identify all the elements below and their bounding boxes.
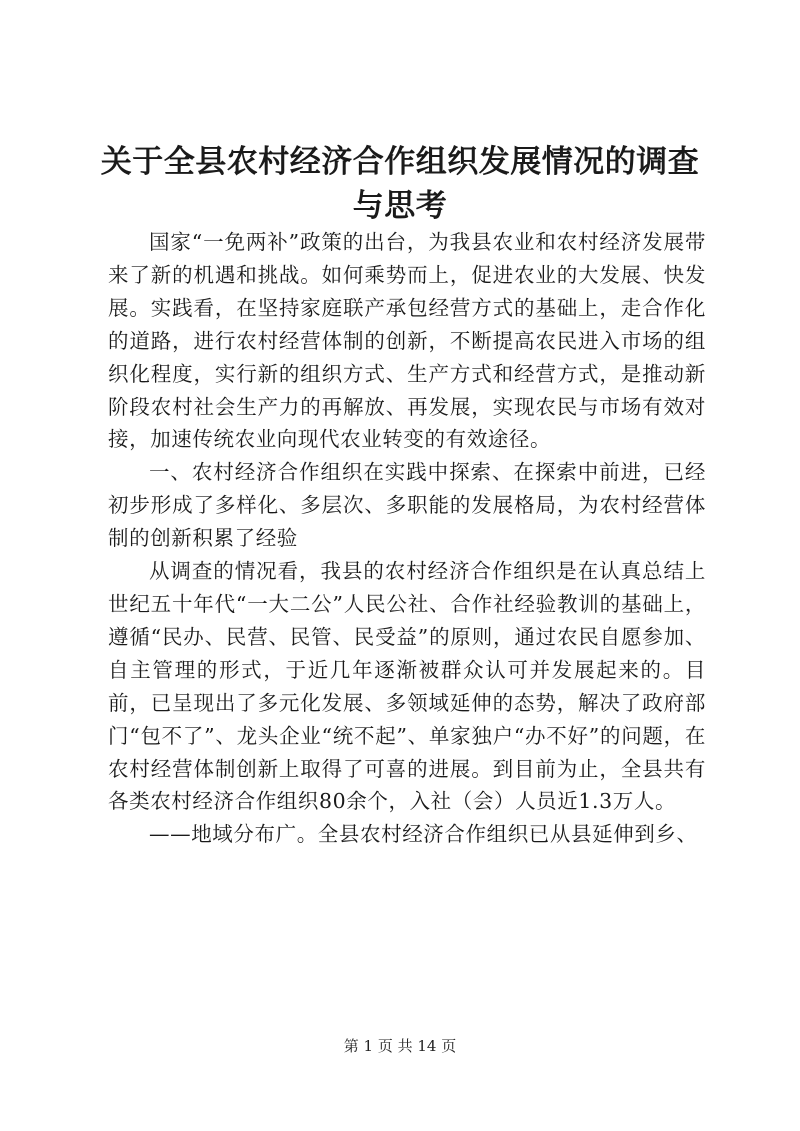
paragraph-distribution: ——地域分布广。全县农村经济合作组织已从县延伸到乡、 <box>149 822 698 847</box>
paragraph-section-heading: 一、农村经济合作组织在实践中探索、在探索中前进，已经初步形成了多样化、多层次、多职能的发展格局，为农村经营体制的创新积累了经验 <box>108 460 706 551</box>
page-number-footer: 第 1 页 共 14 页 <box>343 1037 457 1055</box>
document-title: 关于全县农村经济合作组织发展情况的调查与思考 <box>100 144 700 224</box>
paragraph-survey: 从调查的情况看，我县的农村经济合作组织是在认真总结上世纪五十年代“一大二公”人民公社、合作社经验教训的基础上，遵循“民办、民营、民管、民受益”的原则，通过农民自愿参加、自主管理的形式，于近几年逐渐被群众认可并发展起来的。目前，已呈现出了多元化发展、多领域延伸的态势，解决了政府部门“包不了”、龙头企业“统不起”、单家独户“办不好”的问题，在农村经营体制创新上取得了可喜的进展。到目前为止，全县共有各类农村经济合作组织80余个，入社（会）人员近1.3万人。 <box>108 559 706 814</box>
document-body <box>108 226 706 851</box>
paragraph-intro: 国家“一免两补”政策的出台，为我县农业和农村经济发展带来了新的机遇和挑战。如何乘势而上，促进农业的大发展、快发展。实践看，在坚持家庭联产承包经营方式的基础上，走合作化的道路，进行农村经营体制的创新，不断提高农民进入市场的组织化程度，实行新的组织方式、生产方式和经营方式，是推动新阶段农村社会生产力的再解放、再发展，实现农民与市场有效对接，加速传统农业向现代农业转变的有效途径。 <box>108 230 706 452</box>
